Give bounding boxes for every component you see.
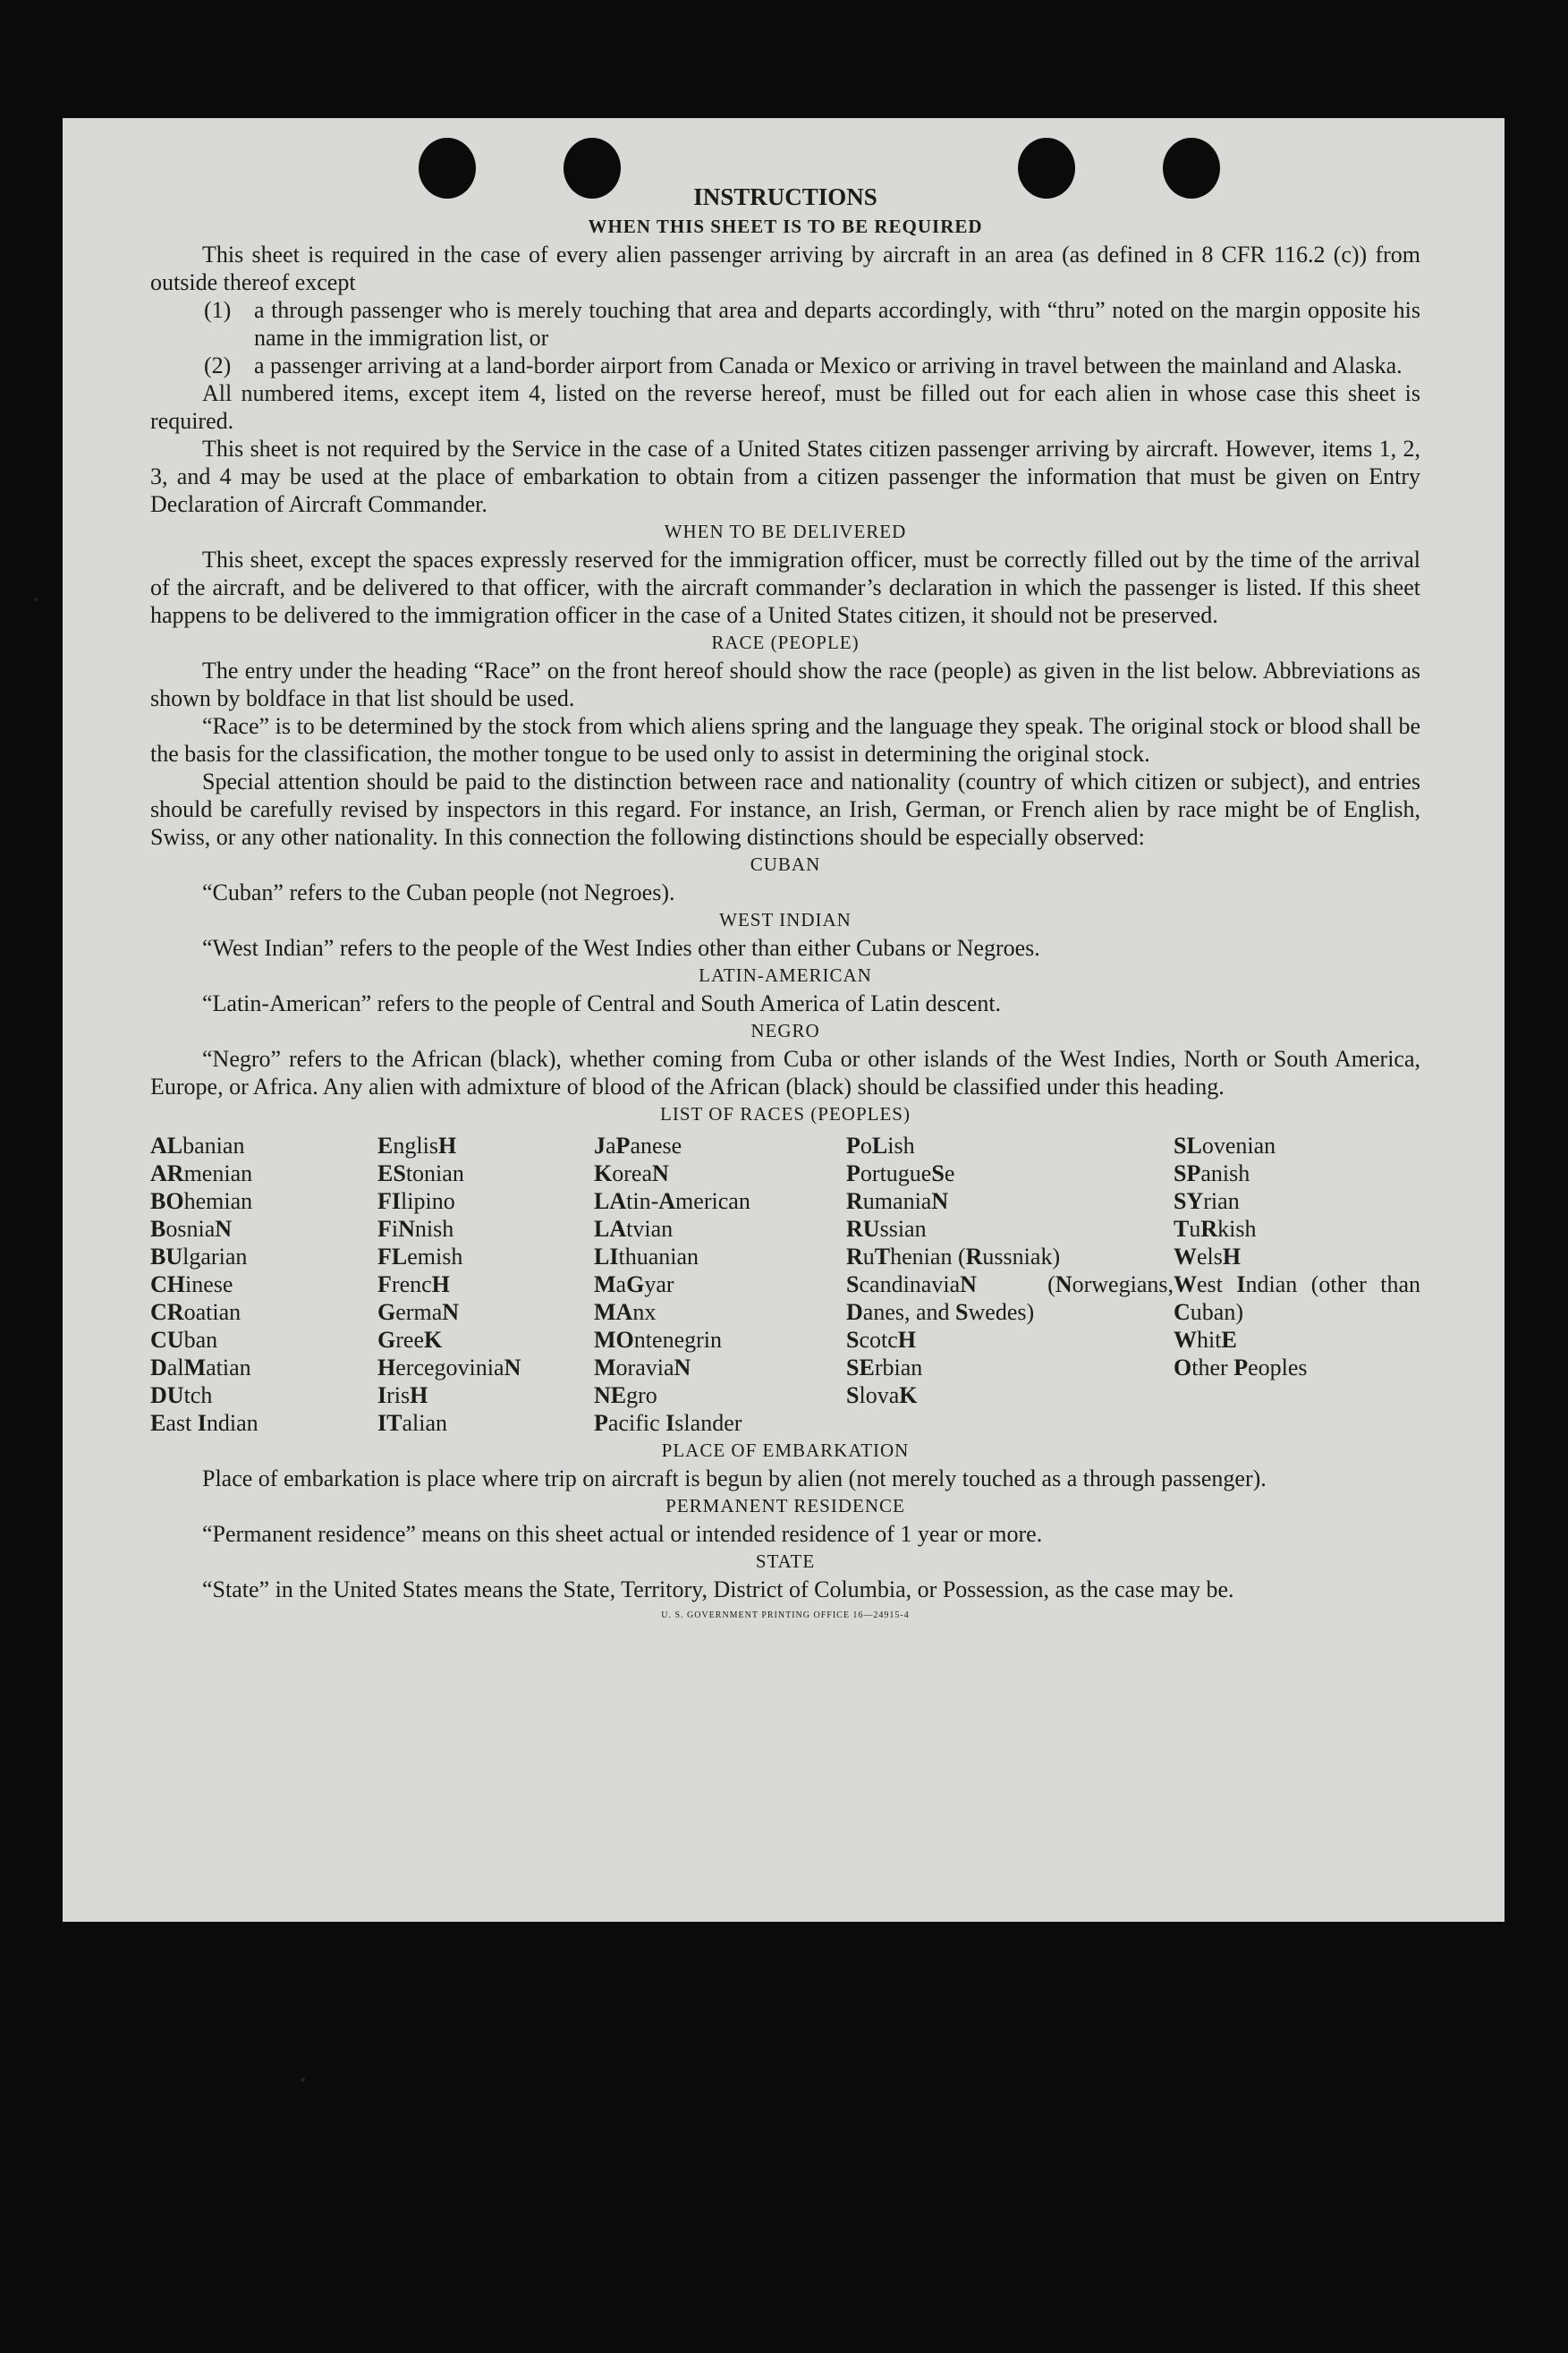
race-item: West Indian (other than Cuban) bbox=[1174, 1271, 1421, 1325]
heading-negro: NEGRO bbox=[750, 1020, 820, 1041]
race-item: East Indian bbox=[150, 1410, 259, 1436]
heading-when-delivered: WHEN TO BE DELIVERED bbox=[664, 521, 907, 542]
numbered-items-paragraph: All numbered items, except item 4, listed on the reverse hereof, must be filled out for each alien in whose case this sheet is required. bbox=[150, 380, 1420, 434]
race-item: CHinese bbox=[150, 1271, 233, 1297]
race-item: LAtin-American bbox=[594, 1188, 750, 1214]
race-item: GermaN bbox=[377, 1299, 460, 1325]
negro-text: “Negro” refers to the African (black), whether coming from Cuba or other islands of the West Indies, North or South America, Europe, or Africa. Any alien with admixture of blood of the African (black) should be classified under this heading. bbox=[150, 1046, 1420, 1100]
race-item: EnglisH bbox=[377, 1133, 457, 1159]
race-item: TuRkish bbox=[1174, 1216, 1257, 1242]
when-delivered-text: This sheet, except the spaces expressly reserved for the immigration officer, must be correctly filled out by the time of the arrival of the aircraft, and be delivered to that officer, with the aircraft commander’s declaration in which the passenger is listed. If this sheet happens to be delivered to the immigration officer in the case of a United States citizen, it should not be preserved. bbox=[150, 547, 1420, 628]
race-item: PoLish bbox=[846, 1133, 915, 1159]
race-item: FiNnish bbox=[377, 1216, 454, 1242]
race-item: WelsH bbox=[1174, 1244, 1242, 1270]
race-item: GreeK bbox=[377, 1327, 443, 1353]
exception-text: a through passenger who is merely touching that area and departs accordingly, with “thru” noted on the margin opposite his name in the immigration list, or bbox=[254, 297, 1420, 351]
heading-cuban: CUBAN bbox=[750, 854, 821, 875]
when-required-intro: This sheet is required in the case of every alien passenger arriving by aircraft in an area (as defined in 8 CFR 116.2 (c)) from outside thereof except bbox=[150, 242, 1420, 295]
heading-list-of-races: LIST OF RACES (PEOPLES) bbox=[660, 1103, 911, 1125]
document-sheet bbox=[63, 118, 1504, 1922]
race-item: SYrian bbox=[1174, 1188, 1240, 1214]
race-item: RumaniaN bbox=[846, 1188, 949, 1214]
instructions-body bbox=[150, 181, 1420, 1623]
races-column-1 bbox=[150, 1132, 377, 1437]
exception-text: a passenger arriving at a land-border airport from Canada or Mexico or arriving in travel between the mainland and Alaska. bbox=[254, 353, 1403, 378]
race-item: LAtvian bbox=[594, 1216, 674, 1242]
race-item: ALbanian bbox=[150, 1133, 245, 1159]
race-item: DUtch bbox=[150, 1382, 213, 1408]
race-paragraph-2: “Race” is to be determined by the stock from which aliens spring and the language they speak. The original stock or blood shall be the basis for the classification, the mother tongue to be used only to assist in determining the original stock. bbox=[150, 713, 1420, 767]
race-item: NEgro bbox=[594, 1382, 657, 1408]
latin-american-text: “Latin-American” refers to the people of Central and South America of Latin descent. bbox=[202, 990, 1002, 1016]
race-item: CUban bbox=[150, 1327, 218, 1353]
exception-number: (2) bbox=[204, 353, 232, 378]
race-item: MOntenegrin bbox=[594, 1327, 723, 1353]
heading-latin-american: LATIN-AMERICAN bbox=[699, 964, 872, 986]
race-item: IrisH bbox=[377, 1382, 428, 1408]
embarkation-text: Place of embarkation is place where trip on aircraft is begun by alien (not merely touched as a through passenger). bbox=[202, 1465, 1267, 1491]
exception-item-2 bbox=[204, 352, 1420, 379]
page-title: INSTRUCTIONS bbox=[693, 183, 877, 210]
race-item: ScotcH bbox=[846, 1327, 917, 1353]
state-text: “State” in the United States means the State, Territory, District of Columbia, or Possession, as the case may be. bbox=[202, 1576, 1234, 1602]
race-item: MoraviaN bbox=[594, 1355, 691, 1380]
exception-number: (1) bbox=[204, 297, 232, 323]
scan-speck bbox=[301, 2077, 305, 2082]
race-paragraph-3: Special attention should be paid to the distinction between race and nationality (country of which citizen or subject), and entries should be carefully revised by inspectors in this regard. For instance, an Irish, German, or French alien by race might be of English, Swiss, or any other nationality. In this connection the following distinctions should be especially observed: bbox=[150, 769, 1420, 850]
race-paragraph-1: The entry under the heading “Race” on the front hereof should show the race (people) as given in the list below. Abbreviations as shown by boldface in that list should be used. bbox=[150, 658, 1420, 711]
race-item: WhitE bbox=[1174, 1327, 1237, 1353]
permanent-residence-text: “Permanent residence” means on this sheet actual or intended residence of 1 year or more. bbox=[202, 1521, 1043, 1547]
race-item: SPanish bbox=[1174, 1160, 1250, 1186]
heading-permanent-residence: PERMANENT RESIDENCE bbox=[665, 1495, 905, 1516]
race-item: FrencH bbox=[377, 1271, 450, 1297]
exception-item-1 bbox=[204, 296, 1420, 352]
race-item: KoreaN bbox=[594, 1160, 669, 1186]
race-item: ARmenian bbox=[150, 1160, 253, 1186]
race-item: BUlgarian bbox=[150, 1244, 248, 1270]
heading-race: RACE (PEOPLE) bbox=[711, 632, 860, 653]
races-list bbox=[150, 1132, 1420, 1437]
race-item: BosniaN bbox=[150, 1216, 233, 1242]
races-column-5 bbox=[1174, 1132, 1420, 1437]
race-item: ITalian bbox=[377, 1410, 448, 1436]
cuban-text: “Cuban” refers to the Cuban people (not Negroes). bbox=[202, 879, 675, 905]
race-item: HercegoviniaN bbox=[377, 1355, 521, 1380]
race-item: Pacific Islander bbox=[594, 1410, 742, 1436]
race-item: MAnx bbox=[594, 1299, 657, 1325]
heading-state: STATE bbox=[755, 1550, 816, 1572]
race-item: CRoatian bbox=[150, 1299, 242, 1325]
heading-embarkation: PLACE OF EMBARKATION bbox=[661, 1440, 910, 1461]
citizen-paragraph: This sheet is not required by the Service in the case of a United States citizen passenger arriving by aircraft. However, items 1, 2, 3, and 4 may be used at the place of embarkation to obtain from a citizen passenger the information that must be given on Entry Declaration of Aircraft Commander. bbox=[150, 436, 1420, 517]
race-item: PortugueSe bbox=[846, 1160, 955, 1186]
west-indian-text: “West Indian” refers to the people of the West Indies other than either Cubans or Negroes. bbox=[202, 935, 1040, 961]
race-item: FIlipino bbox=[377, 1188, 455, 1214]
race-item: Other Peoples bbox=[1174, 1355, 1308, 1380]
races-column-2 bbox=[377, 1132, 594, 1437]
race-item: SLovenian bbox=[1174, 1133, 1276, 1159]
race-item: FLemish bbox=[377, 1244, 463, 1270]
races-column-3 bbox=[594, 1132, 846, 1437]
race-item: RUssian bbox=[846, 1216, 927, 1242]
race-item: ScandinaviaN (Norwegians, Danes, and Swedes) bbox=[846, 1271, 1174, 1325]
race-item: DalMatian bbox=[150, 1355, 251, 1380]
race-item: RuThenian (Russniak) bbox=[846, 1244, 1061, 1270]
race-item: EStonian bbox=[377, 1160, 464, 1186]
races-column-4 bbox=[846, 1132, 1174, 1437]
race-item: MaGyar bbox=[594, 1271, 674, 1297]
race-item: LIthuanian bbox=[594, 1244, 699, 1270]
scan-speck bbox=[34, 598, 38, 601]
race-item: JaPanese bbox=[594, 1133, 682, 1159]
printer-imprint: U. S. GOVERNMENT PRINTING OFFICE 16—24915-4 bbox=[661, 1610, 910, 1620]
heading-when-required: WHEN THIS SHEET IS TO BE REQUIRED bbox=[588, 216, 983, 237]
race-item: SErbian bbox=[846, 1355, 923, 1380]
race-item: BOhemian bbox=[150, 1188, 253, 1214]
race-item: SlovaK bbox=[846, 1382, 918, 1408]
heading-west-indian: WEST INDIAN bbox=[719, 909, 852, 930]
